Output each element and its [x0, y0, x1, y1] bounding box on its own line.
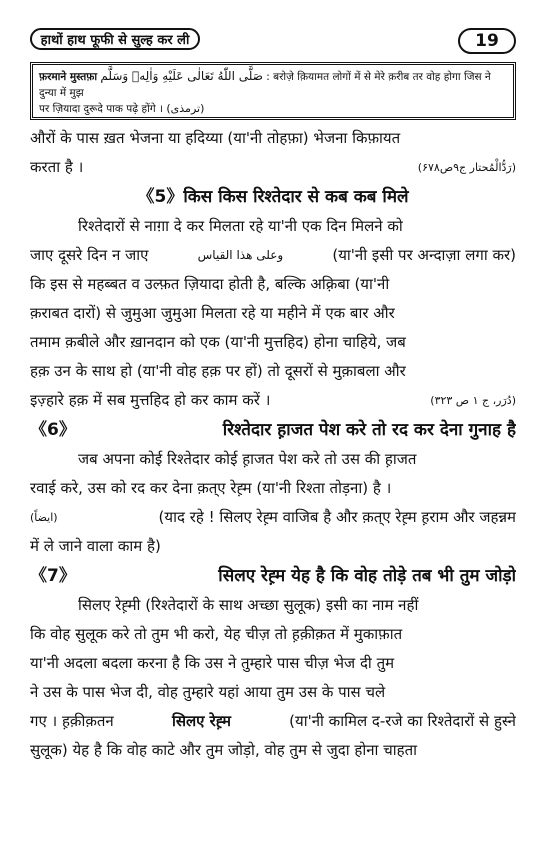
text-fragment: करता है ।: [30, 158, 84, 176]
text-line: तमाम क़बीले और ख़ानदान को एक (या'नी मुत्तहिद) होना चाहिये, जब: [30, 333, 406, 351]
heading-text: किस किस रिश्तेदार से कब कब मिले: [183, 186, 409, 207]
hadith-reference: (ترمذی): [166, 102, 205, 115]
section-heading-5: [30, 182, 516, 212]
text-line: [30, 386, 516, 415]
text-line: कि वोह सुलूक करे तो तुम भी करो, येह चीज़ तो ह़क़ीक़त में मुकाफ़ात: [30, 625, 403, 643]
arabic-phrase: وعلی ھذا القیاس: [197, 248, 284, 262]
text-fragment: गए । ह़क़ीक़तन: [30, 712, 114, 730]
text-line: [30, 241, 516, 270]
section-number: 《5》: [137, 186, 184, 207]
heading-text: रिश्तेदार ह़ाजत पेश करे तो रद कर देना गुनाह है: [222, 419, 516, 440]
bold-term: सिलए रेह़्म: [171, 712, 231, 730]
text-line: [30, 153, 516, 182]
text-line: जब अपना कोई रिश्तेदार कोई ह़ाजत पेश करे तो उस की ह़ाजत: [78, 450, 417, 468]
text-line: रिश्तेदारों से नाग़ा दे कर मिलता रहे या'नी एक दिन मिलने को: [78, 217, 403, 235]
text-line: रवाई करे, उस को रद कर देना क़त्ए रेह़्म (या'नी रिश्ता तोड़ना) है ।: [30, 479, 392, 497]
text-line: सुलूक) येह है कि वोह काटे और तुम जोड़ो, वोह तुम से जुदा होना चाहता: [30, 741, 418, 759]
text-line: ने उस के पास भेज दी, वोह तुम्हारे यहां आया तुम उस के पास चले: [30, 683, 386, 701]
heading-text: सिलए रेह़्म येह है कि वोह तोड़े तब भी तुम जोड़ो: [218, 565, 516, 586]
text-line: सिलए रेह़्मी (रिश्तेदारों के साथ अच्छा सुलूक) इसी का नाम नहीं: [78, 596, 419, 614]
section-number: 《6》: [30, 419, 76, 440]
text-line: [30, 503, 516, 532]
section-number: 《7》: [30, 565, 76, 586]
text-fragment: (या'नी कामिल द-रजे का रिश्तेदारों से हुस्ने: [289, 712, 516, 730]
text-fragment: जाए दूसरे दिन न जाए: [30, 246, 149, 264]
reference: (ایضاً): [30, 511, 58, 524]
text-fragment: इज़्हारे हक़ में सब मुत्तहिद हो कर काम करें ।: [30, 391, 271, 409]
text-line: या'नी अदला बदला करना है कि उस ने तुम्हारे पास चीज़ भेज दी तुम: [30, 654, 395, 672]
section-heading-6: [30, 415, 516, 445]
hadith-salutation: صَلَّى اللّٰهُ تَعَالٰى عَلَيْهِ وَاٰلِهٖ وَسَلَّم: [100, 69, 263, 83]
text-line: क़राबत दारों) से जुमुआ जुमुआ मिलता रहे या महीने में एक बार और: [30, 304, 395, 322]
text-line: कि इस से महब्बत व उल्फ़त ज़ियादा होती है, बल्कि अक़्रिबा (या'नी: [30, 275, 390, 293]
text-fragment: (याद रहे ! सिलए रेह़्म वाजिब है और क़त्ए रेह़्म ह़राम और जहन्नम: [158, 508, 516, 526]
reference: (رَدُّالْمُحتار ج۹ص۶۷۸): [417, 161, 516, 174]
page-number: 19: [458, 28, 516, 54]
hadith-line-2: [39, 101, 507, 117]
text-line: हक़ उन के साथ हो (या'नी वोह हक़ पर हों) तो दूसरों से मुक़ाबला और: [30, 362, 406, 380]
chapter-title: हाथों हाथ फूफी से सुल्ह कर ली: [30, 28, 200, 50]
section-heading-7: [30, 561, 516, 591]
hadith-line-1: [39, 68, 507, 101]
reference: (دُرَر، ج ۱ ص ۳۲۳): [430, 394, 516, 407]
hadith-text-1: : बरोज़े क़ियामत लोगों में से मेरे क़रीब तर वोह होगा जिस ने दुन्या में मुझ: [39, 71, 491, 99]
text-line: [30, 707, 516, 736]
hadith-label: फ़रमाने मुस्तफ़ा: [39, 71, 98, 83]
text-fragment: (या'नी इसी पर अन्दाज़ा लगा कर): [332, 246, 516, 264]
text-line: औरों के पास ख़त भेजना या हदिय्या (या'नी तोहफ़ा) भेजना किफ़ायत: [30, 129, 401, 147]
hadith-text-2: पर ज़ियादा दुरूदे पाक पढ़े होंगे ।: [39, 103, 164, 115]
main-text: [30, 124, 516, 765]
text-line: में ले जाने वाला काम है): [30, 537, 161, 555]
hadith-box: [30, 62, 516, 120]
